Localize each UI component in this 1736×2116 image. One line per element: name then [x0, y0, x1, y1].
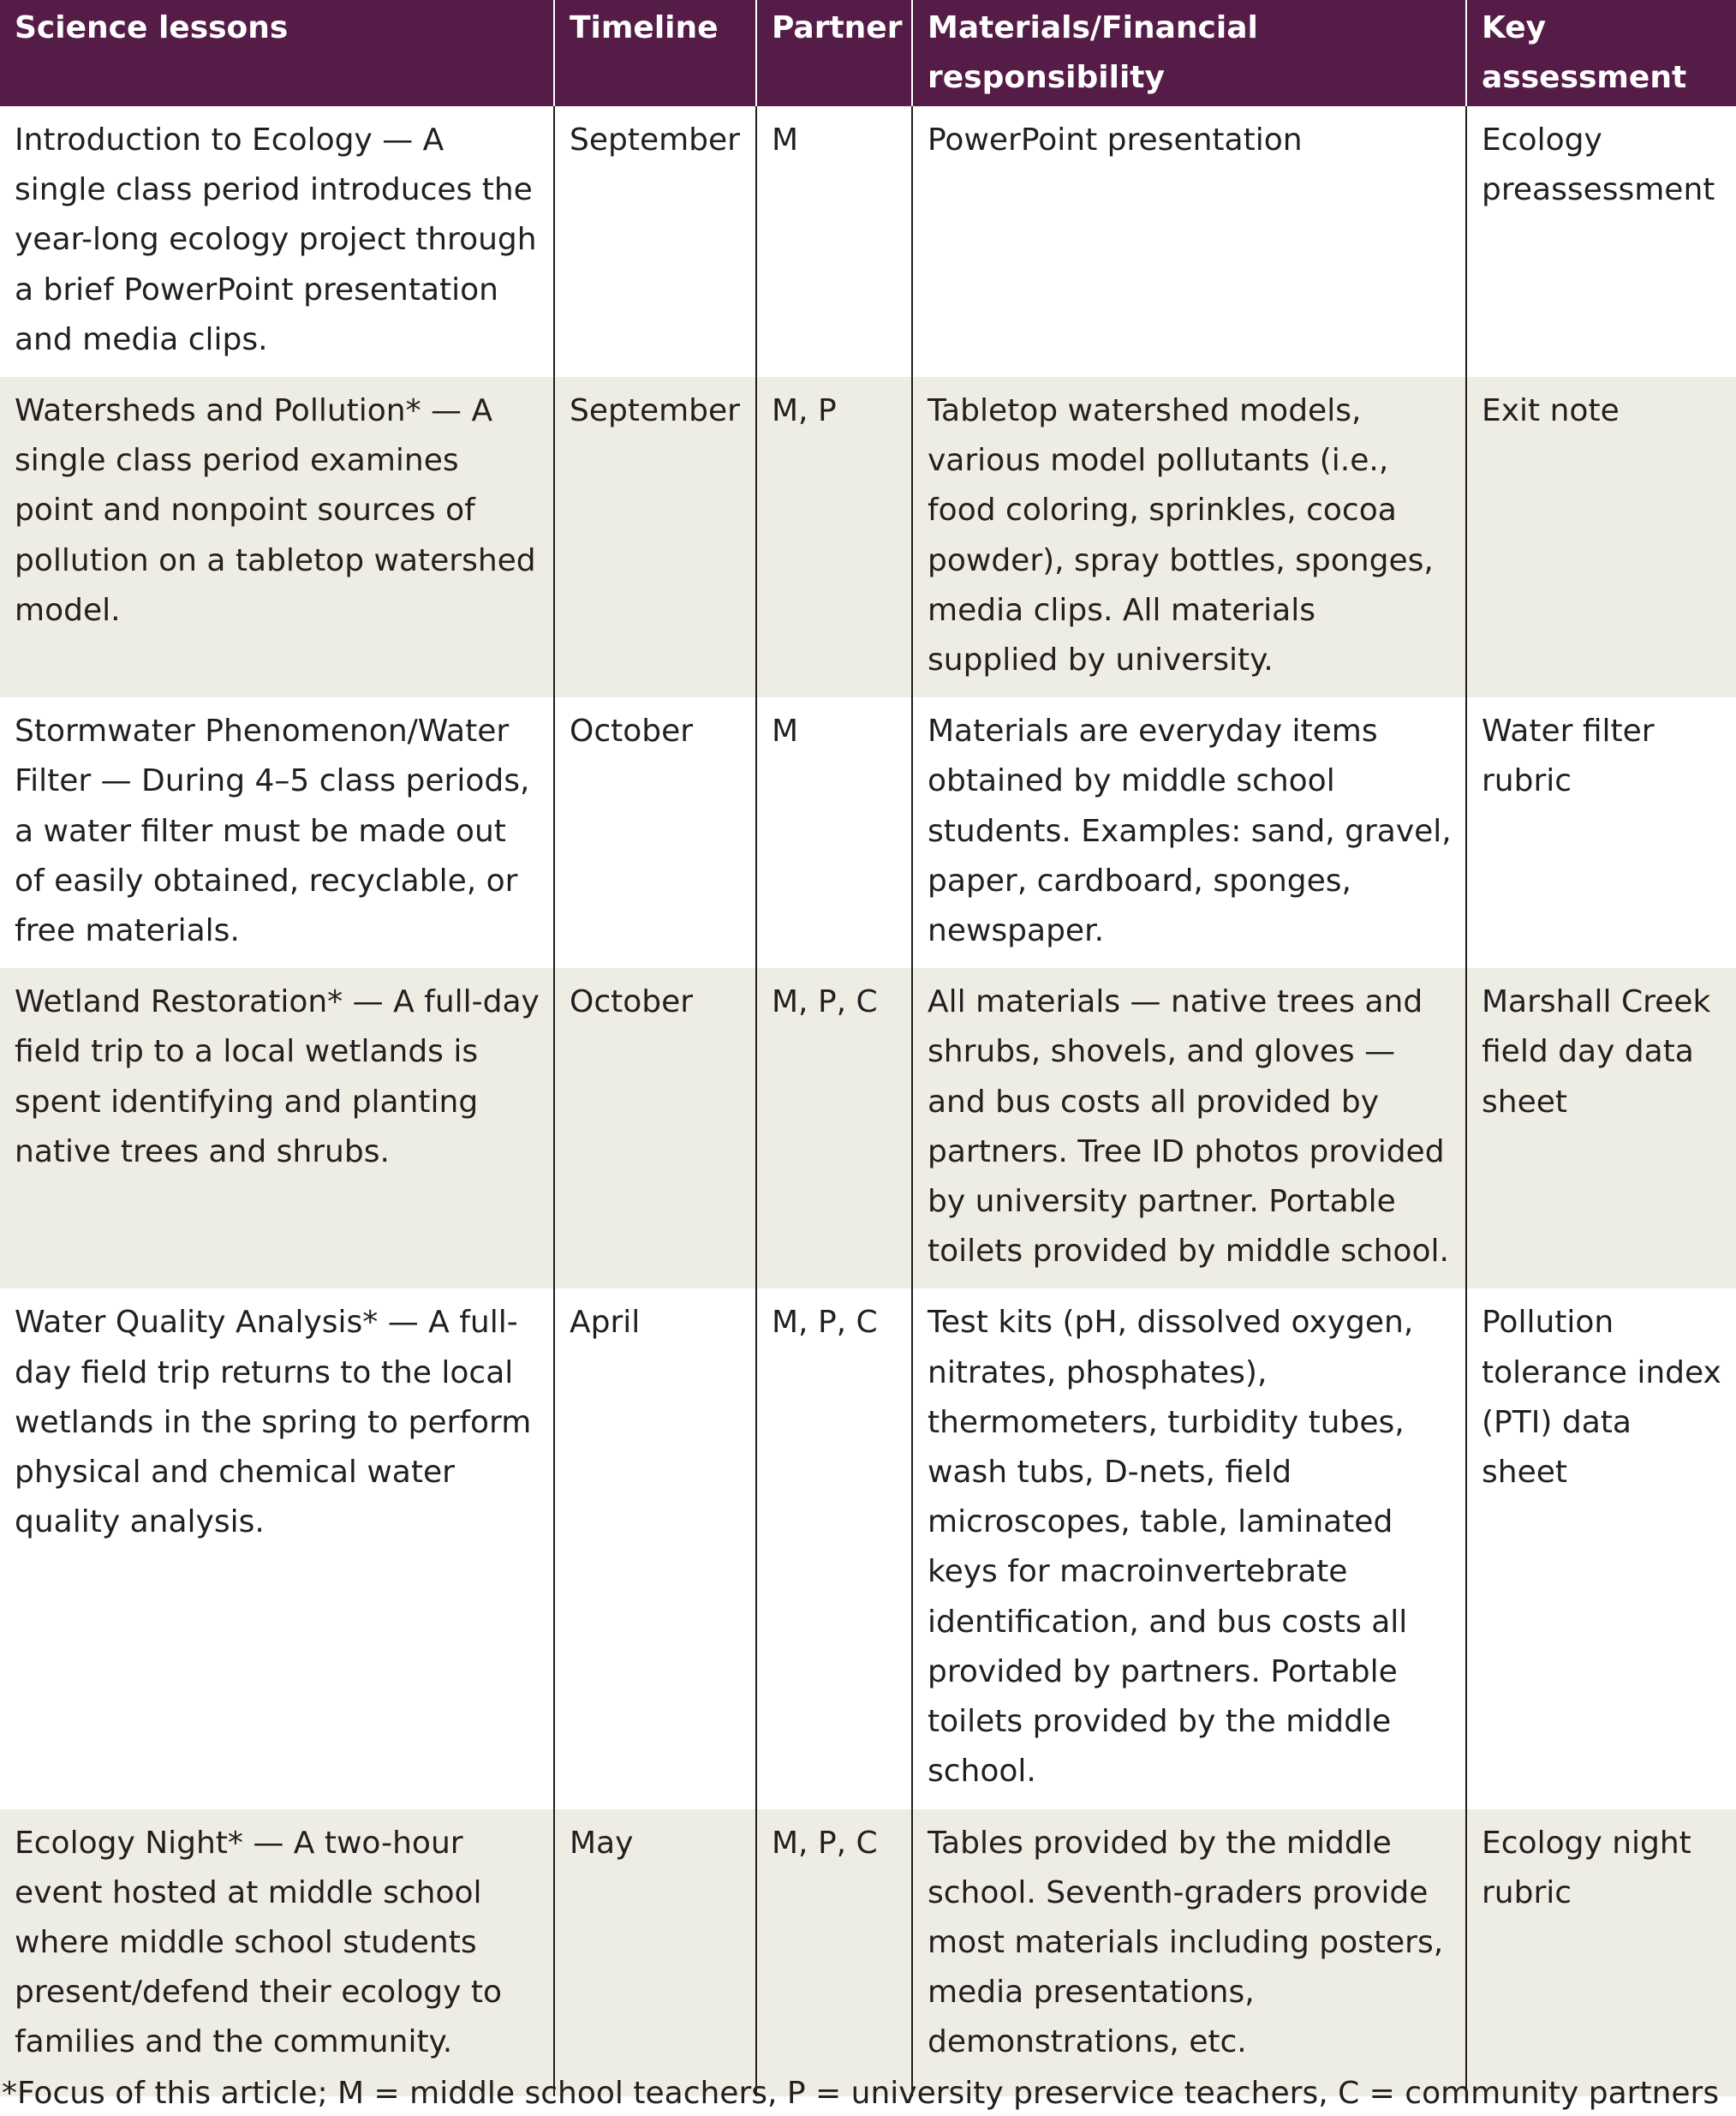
table-row	[0, 377, 1736, 697]
table-row	[0, 968, 1736, 1288]
assessment-cell: Exit note	[1466, 377, 1736, 697]
table-row	[0, 1288, 1736, 1808]
header-key-assessment: Key assessment	[1466, 0, 1736, 106]
timeline-cell: September	[554, 377, 756, 697]
materials-cell: Test kits (pH, dissolved oxygen, nitrates, phosphates), thermometers, turbidity tubes, wash tubs, D-nets, field microscopes, table, laminated keys for macroinvertebrate identification, and bus costs all provided by partners. Portable toilets provided by the middle school.	[912, 1288, 1466, 1808]
partner-cell: M, P, C	[756, 1288, 912, 1808]
timeline-cell: May	[554, 1809, 756, 2096]
header-materials: Materials/Financial responsibility	[912, 0, 1466, 106]
partner-cell: M	[756, 106, 912, 377]
lesson-cell: Watersheds and Pollution* — A single class period examines point and nonpoint sources of pollution on a tabletop watershed model.	[0, 377, 554, 697]
assessment-cell: Marshall Creek field day data sheet	[1466, 968, 1736, 1288]
table-row	[0, 106, 1736, 377]
header-timeline: Timeline	[554, 0, 756, 106]
table-header	[0, 0, 1736, 106]
lesson-cell: Wetland Restoration* — A full-day field trip to a local wetlands is spent identifying and planting native trees and shrubs.	[0, 968, 554, 1288]
partner-cell: M	[756, 697, 912, 968]
materials-cell: Tables provided by the middle school. Seventh-graders provide most materials including posters, media presentations, demonstrations, etc.	[912, 1809, 1466, 2096]
assessment-cell: Ecology night rubric	[1466, 1809, 1736, 2096]
timeline-cell: October	[554, 968, 756, 1288]
table-footnote: *Focus of this article; M = middle school teachers, P = university preservice teachers, C = community partners	[2, 2076, 1720, 2111]
table-body	[0, 106, 1736, 2096]
table-row	[0, 1809, 1736, 2096]
table-row	[0, 697, 1736, 968]
materials-cell: PowerPoint presentation	[912, 106, 1466, 377]
assessment-cell: Ecology preassessment	[1466, 106, 1736, 377]
lesson-cell: Introduction to Ecology — A single class period introduces the year-long ecology project through a brief PowerPoint presentation and media clips.	[0, 106, 554, 377]
lesson-cell: Stormwater Phenomenon/Water Filter — During 4–5 class periods, a water filter must be made out of easily obtained, recyclable, or free materials.	[0, 697, 554, 968]
assessment-cell: Water filter rubric	[1466, 697, 1736, 968]
partner-cell: M, P, C	[756, 1809, 912, 2096]
header-row	[0, 0, 1736, 106]
lesson-cell: Ecology Night* — A two-hour event hosted at middle school where middle school students present/defend their ecology to families and the community.	[0, 1809, 554, 2096]
header-science-lessons: Science lessons	[0, 0, 554, 106]
materials-cell: All materials — native trees and shrubs, shovels, and gloves — and bus costs all provided by partners. Tree ID photos provided by university partner. Portable toilets provided by middle school.	[912, 968, 1466, 1288]
partner-cell: M, P	[756, 377, 912, 697]
lesson-cell: Water Quality Analysis* — A full-day field trip returns to the local wetlands in the spring to perform physical and chemical water quality analysis.	[0, 1288, 554, 1808]
header-partner: Partner	[756, 0, 912, 106]
assessment-cell: Pollution tolerance index (PTI) data sheet	[1466, 1288, 1736, 1808]
materials-cell: Tabletop watershed models, various model pollutants (i.e., food coloring, sprinkles, cocoa powder), spray bottles, sponges, media clips. All materials supplied by university.	[912, 377, 1466, 697]
materials-cell: Materials are everyday items obtained by middle school students. Examples: sand, gravel, paper, cardboard, sponges, newspaper.	[912, 697, 1466, 968]
timeline-cell: September	[554, 106, 756, 377]
timeline-cell: April	[554, 1288, 756, 1808]
partner-cell: M, P, C	[756, 968, 912, 1288]
timeline-cell: October	[554, 697, 756, 968]
